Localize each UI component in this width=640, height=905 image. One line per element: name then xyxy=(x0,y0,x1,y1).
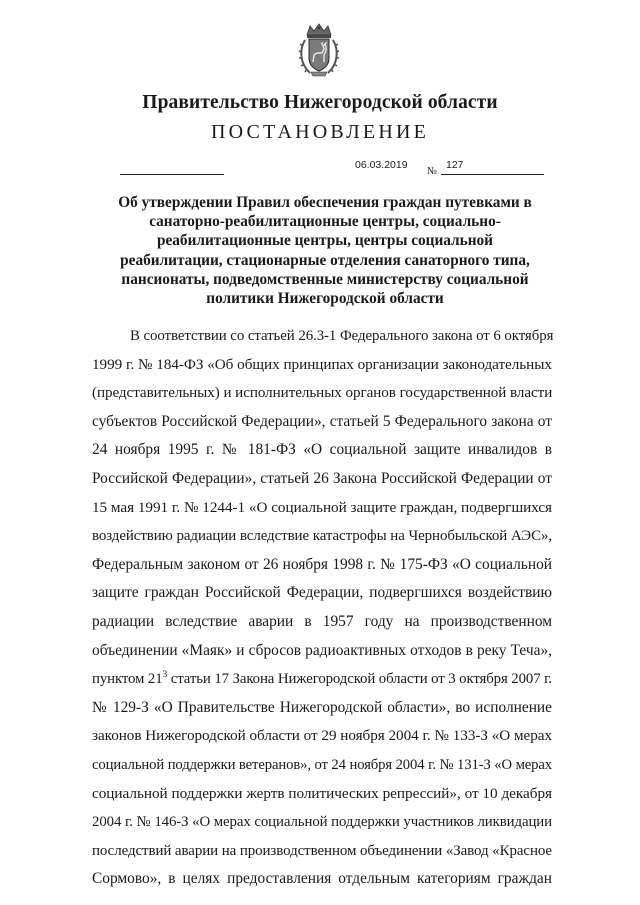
body-line: последствий аварии на производственном объединении «Завод «Красное xyxy=(92,842,552,859)
government-name: Правительство Нижегородской области xyxy=(142,92,498,113)
line-text: пунктом 21 xyxy=(92,671,163,688)
title-line: реабилитационные центры, центры социальной xyxy=(156,232,494,250)
body-line: 2004 г. № 146-З «О мерах социальной поддержки участников ликвидации xyxy=(92,814,552,831)
body-line: № 129-З «О Правительстве Нижегородской области», во исполнение xyxy=(92,698,552,716)
body-line: Российской Федерации», статьей 26 Закона Российской Федерации от xyxy=(92,469,552,487)
title-line: санаторно-реабилитационные центры, социально- xyxy=(149,213,501,231)
body-line: В соответствии со статьей 26.3-1 Федерального закона от 6 октября xyxy=(130,328,554,344)
number-underline xyxy=(441,174,544,175)
document-number: 127 xyxy=(446,159,464,171)
title-line: пансионаты, подведомственные министерству социальной xyxy=(121,270,529,288)
body-line: субъектов Российской Федерации», статьей 5 Федерального закона от xyxy=(92,412,552,430)
body-line: объединении «Маяк» и сбросов радиоактивных отходов в реку Теча», xyxy=(92,641,552,659)
date-number-row xyxy=(0,152,640,182)
document-body xyxy=(92,322,552,894)
document-type: ПОСТАНОВЛЕНИЕ xyxy=(210,121,430,143)
document-title xyxy=(112,193,538,308)
body-line-with-superscript xyxy=(92,665,552,694)
body-line: защите граждан Российской Федерации, подвергшихся воздействию xyxy=(92,584,552,602)
superscript: 3 xyxy=(162,670,168,681)
body-line: 15 мая 1991 г. № 1244-1 «О социальной защите граждан, подвергшихся xyxy=(92,498,552,516)
line-text: статьи 17 Закона Нижегородской области от 3 октября 2007 г. xyxy=(167,671,552,688)
body-line: воздействию радиации вследствие катастрофы на Чернобыльской АЭС», xyxy=(92,528,552,545)
body-line: 1999 г. № 184-ФЗ «Об общих принципах организации законодательных xyxy=(92,355,552,373)
document-date: 06.03.2019 xyxy=(355,159,408,171)
body-line: радиации вследствие аварии в 1957 году на производственном xyxy=(92,612,552,630)
body-line: законов Нижегородской области от 29 ноября 2004 г. № 133-З «О мерах xyxy=(92,727,552,745)
body-line: 24 ноября 1995 г. № 181-ФЗ «О социальной защите инвалидов в xyxy=(92,441,552,459)
coat-of-arms-icon xyxy=(298,22,340,78)
number-sign: № xyxy=(427,166,438,177)
body-line: социальной поддержки ветеранов», от 24 ноября 2004 г. № 131-З «О мерах xyxy=(92,756,552,773)
body-line: Сормово», в целях предоставления отдельным категориям граждан xyxy=(92,870,552,888)
title-line: реабилитации, стационарные отделения санаторного типа, xyxy=(120,251,530,269)
title-line: политики Нижегородской области xyxy=(206,290,444,308)
body-line: (представительных) и исполнительных органов государственной власти xyxy=(92,385,553,402)
body-line: социальной поддержки жертв политических репрессий», от 10 декабря xyxy=(92,784,552,802)
body-line: Федеральным законом от 26 ноября 1998 г. № 175-ФЗ «О социальной xyxy=(92,555,552,573)
title-line: Об утверждении Правил обеспечения граждан путевками в xyxy=(118,194,532,211)
signature-line-left xyxy=(120,174,224,175)
